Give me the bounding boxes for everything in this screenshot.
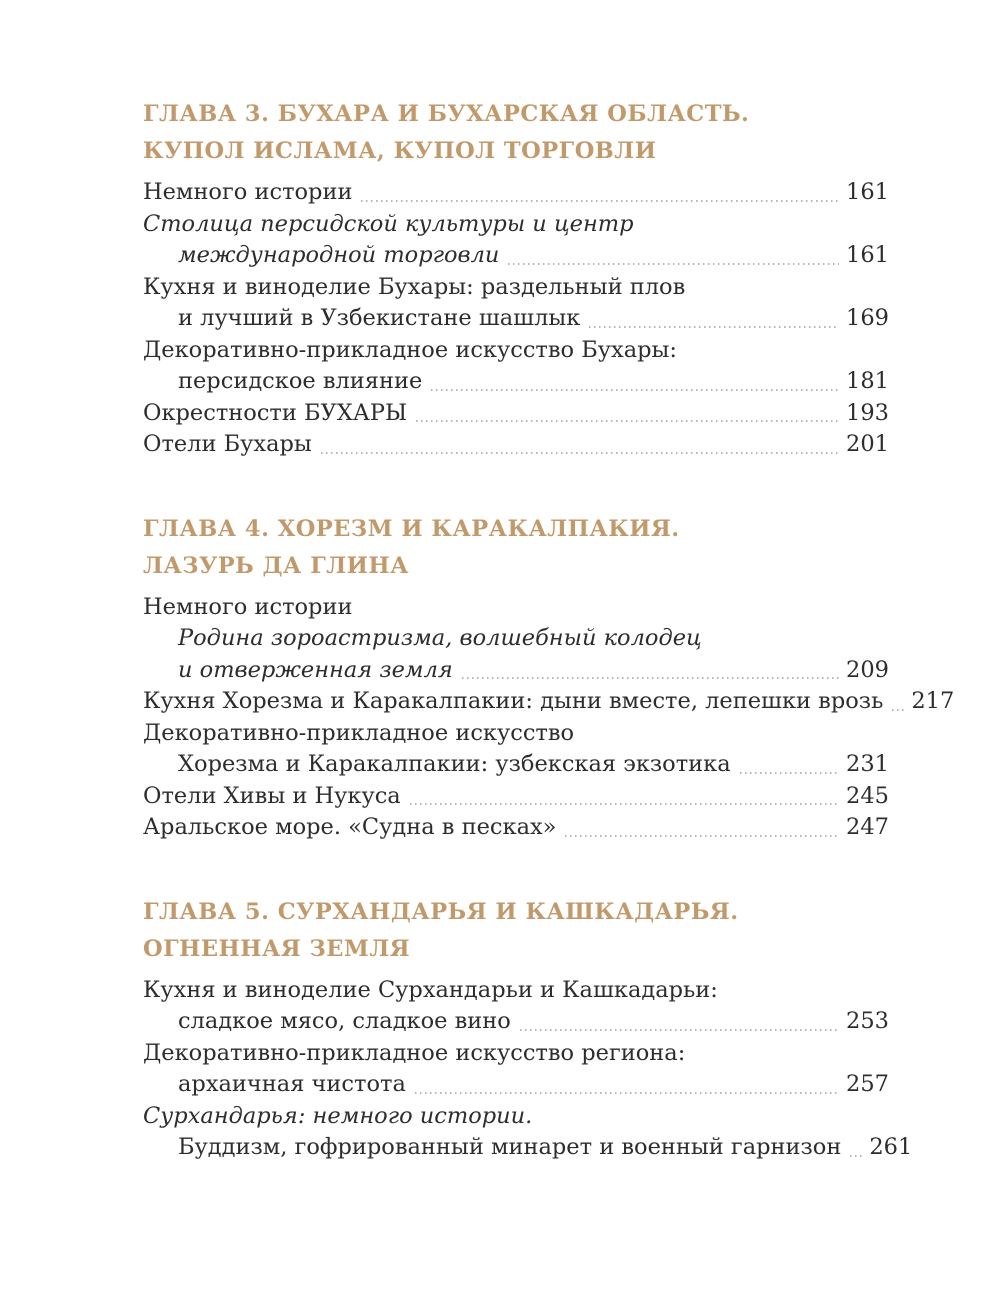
entry-title: Аральское море. «Судна в песках» [143,814,557,840]
entry-page-number: 217 [911,688,955,714]
dot-leader [892,709,904,711]
toc-entry-line [143,592,889,624]
chapter-title [143,511,889,585]
dot-leader [850,1155,862,1157]
toc-entry-line [143,335,889,367]
entry-title: Родина зороастризма, волшебный колодец [178,625,702,651]
toc-entry-line [143,366,889,398]
chapter-title-line: КУПОЛ ИСЛАМА, КУПОЛ ТОРГОВЛИ [143,138,657,164]
entry-title: Отели Хивы и Нукуса [143,782,401,809]
dot-leader [740,772,839,774]
toc-entry-line [143,303,889,335]
chapter-entries [143,975,913,1164]
entry-title: и отверженная земля [178,656,453,683]
entry-title: Кухня и виноделие Бухары: раздельный плов [143,273,686,300]
toc-entry-line [143,975,889,1007]
dot-leader [410,803,839,805]
chapter-title-line: ГЛАВА 3. БУХАРА И БУХАРСКАЯ ОБЛАСТЬ. [143,101,750,127]
entry-title: Хорезма и Каракалпакии: узбекская экзотика [178,751,731,777]
dot-leader [589,326,839,328]
entry-page-number: 247 [846,814,889,840]
toc-entry-line [143,1069,889,1101]
toc-entry-line [143,398,889,430]
entry-page-number: 253 [846,1008,889,1034]
dot-leader [416,420,839,422]
entry-title: Кухня и виноделие Сурхандарьи и Кашкадарьи: [143,976,718,1003]
chapter-title-line: ГЛАВА 4. ХОРЕЗМ И КАРАКАЛПАКИЯ. [143,515,680,542]
dot-leader [508,263,839,265]
chapter-title-line: ЛАЗУРЬ ДА ГЛИНА [143,552,409,579]
toc-entry-line [143,623,889,655]
entry-title: сладкое мясо, сладкое вино [178,1008,511,1034]
toc-entry-line [143,240,889,272]
chapter-entries [143,592,955,844]
toc-entry-line [143,812,889,844]
entry-page-number: 161 [846,242,889,268]
entry-title: Декоративно-прикладное искусство региона: [143,1039,686,1066]
dot-leader [520,1029,839,1031]
entry-title: Окрестности БУХАРЫ [143,399,408,426]
entry-title: Буддизм, гофрированный минарет и военный гарнизон [178,1134,842,1160]
toc-entry-line [143,429,889,461]
toc-entry-line [143,1038,889,1070]
entry-title: архаичная чистота [178,1071,406,1097]
chapter-title-line: ГЛАВА 5. СУРХАНДАРЬЯ И КАШКАДАРЬЯ. [143,898,739,925]
toc-entry-line [143,781,889,813]
toc-entry-line [143,1101,889,1133]
toc-entry-line [143,209,889,241]
toc-entry-line [143,177,889,209]
toc-entry-line [143,749,889,781]
entry-title: Немного истории [143,179,353,205]
toc-entry-line [143,1132,913,1164]
toc-chapter [143,894,913,1164]
toc-entry-line [143,718,889,750]
dot-leader [321,452,839,454]
toc-chapter [143,511,955,844]
entry-page-number: 245 [846,782,889,809]
entry-page-number: 161 [846,179,889,205]
toc-entry-line [143,655,889,687]
entry-title: Столица персидской культуры и центр [143,210,634,237]
entry-page-number: 209 [846,656,889,683]
dot-leader [361,200,839,202]
entry-page-number: 231 [846,751,889,777]
entry-title: международной торговли [178,242,500,268]
entry-page-number: 181 [846,368,889,394]
entry-title: и лучший в Узбекистане шашлык [178,305,581,331]
entry-title: Отели Бухары [143,431,312,457]
entry-page-number: 201 [846,431,889,457]
dot-leader [431,389,839,391]
chapter-entries [143,177,889,461]
toc-entry-line [143,1006,889,1038]
entry-page-number: 169 [846,305,889,331]
entry-title: Немного истории [143,593,353,620]
toc-entry-line [143,272,889,304]
entry-page-number: 193 [846,399,889,426]
dot-leader [462,677,839,679]
table-of-contents [143,96,955,1164]
dot-leader [415,1092,839,1094]
entry-page-number: 261 [869,1134,913,1160]
chapter-title [143,894,889,968]
dot-leader [565,835,839,837]
entry-title: Кухня Хорезма и Каракалпакии: дыни вместе, лепешки врозь [143,688,884,714]
entry-title: Декоративно-прикладное искусство Бухары: [143,336,678,363]
chapter-title-line: ОГНЕННАЯ ЗЕМЛЯ [143,935,411,962]
chapter-title [143,96,889,170]
entry-page-number: 257 [846,1071,889,1097]
toc-entry-line [143,686,955,718]
toc-chapter [143,96,889,461]
entry-title: персидское влияние [178,368,423,394]
entry-title: Декоративно-прикладное искусство [143,719,575,746]
entry-title: Сурхандарья: немного истории. [143,1102,533,1129]
